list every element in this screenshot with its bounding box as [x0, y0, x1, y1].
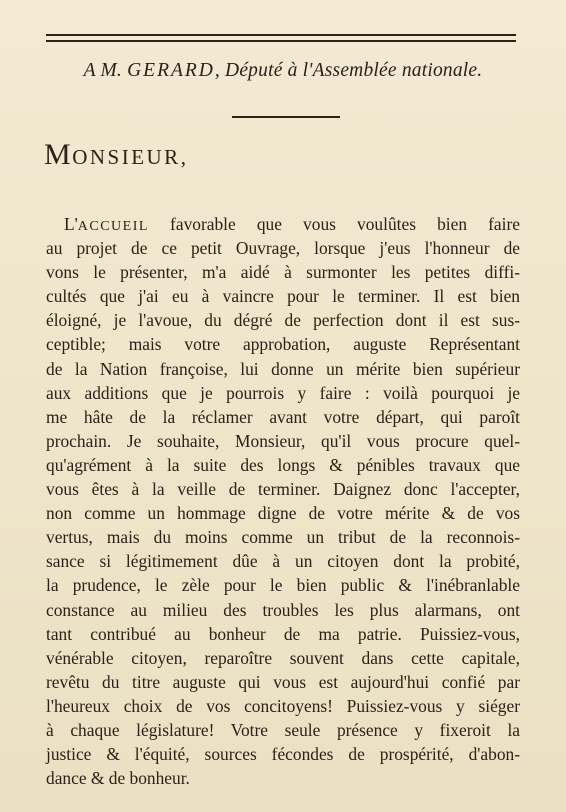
top-rule-secondary [46, 40, 516, 42]
body-line: la prudence, le zèle pour le bien public & l'inébranlable [46, 575, 520, 596]
top-rule [46, 34, 516, 36]
heading-name: GERARD [127, 60, 215, 81]
body-line: au projet de ce petit Ouvrage, lorsque j'eus l'honneur de [46, 238, 520, 259]
letter-body [46, 212, 520, 790]
body-line-text: favorable que vous voulûtes bien faire [148, 214, 520, 234]
body-line: me hâte de la réclamer avant votre départ, qui paroît [46, 406, 520, 427]
body-line: non comme un hommage digne de votre mérite & de vos [46, 503, 520, 524]
body-line: ceptible; mais votre approbation, auguste Représentant [46, 334, 520, 355]
body-line: éloigné, je l'avoue, du dégré de perfection dont il est sus- [46, 310, 520, 331]
body-line: revêtu du titre auguste qui vous est aujourd'hui confié par [46, 671, 520, 692]
heading-suffix: , Député à l'Assemblée nationale. [214, 60, 483, 81]
heading-prefix: A M. [83, 60, 128, 81]
body-line: cultés que j'ai eu à vaincre pour le terminer. Il est bien [46, 286, 520, 307]
body-line: constance au milieu des troubles les plus alarmans, ont [46, 599, 520, 620]
body-line: de la Nation françoise, lui donne un mérite bien supérieur [46, 358, 520, 379]
body-line: sance si légitimement dûe à un citoyen dont la probité, [46, 551, 520, 572]
body-line: tant contribué au bonheur de ma patrie. Puissiez-vous, [46, 623, 520, 644]
body-line [46, 212, 520, 236]
body-line: vénérable citoyen, reparoître souvent dans cette capitale, [46, 647, 520, 668]
body-line: aux additions que je pourrois y faire : voilà pourquoi je [46, 382, 520, 403]
separator-rule [232, 116, 340, 118]
dedication-heading [46, 60, 520, 82]
body-line: qu'agrément à la suite des longs & pénibles travaux que [46, 454, 520, 475]
body-line: prochain. Je souhaite, Monsieur, qu'il vous procure quel- [46, 430, 520, 451]
lead-word: L'ACCUEIL [64, 214, 149, 234]
body-line: vons le présenter, m'a aidé à surmonter les petites diffi- [46, 262, 520, 283]
body-line: dance & de bonheur. [46, 768, 190, 789]
body-line: justice & l'équité, sources fécondes de prospérité, d'abon- [46, 744, 520, 765]
body-line: vertus, mais du moins comme un tribut de la reconnois- [46, 527, 520, 548]
body-line: l'heureux choix de vos concitoyens! Puissiez-vous y siéger [46, 695, 520, 716]
body-line: vous êtes à la veille de terminer. Daignez donc l'accepter, [46, 479, 520, 500]
salutation: MONSIEUR, [44, 138, 189, 171]
body-line: à chaque législature! Votre seule présence y fixeroit la [46, 719, 520, 740]
